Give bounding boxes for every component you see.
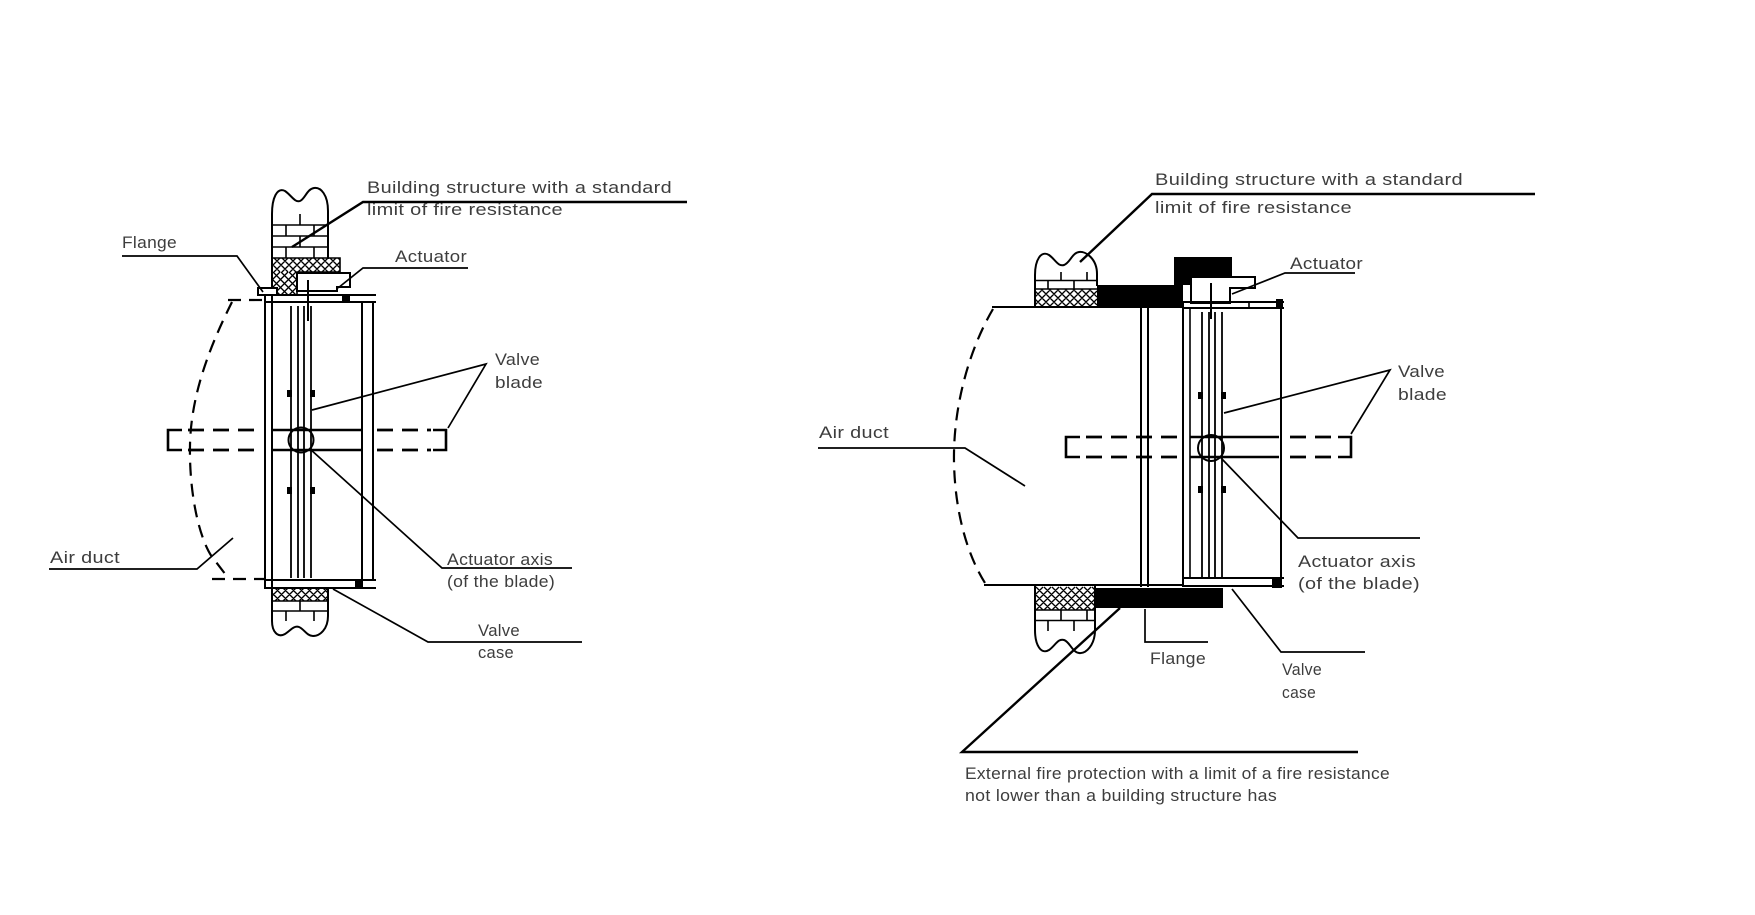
external-protection-bottom-layer bbox=[1095, 588, 1223, 608]
valve-case-label-line2: case bbox=[478, 643, 514, 662]
external-fire-protection-label-line1: External fire protection with a limit of a fire resistance bbox=[965, 764, 1390, 783]
hatch-seal-lower-left bbox=[272, 588, 328, 601]
label-valve-case-right bbox=[1232, 589, 1365, 702]
brick-pattern-lower-right bbox=[1035, 610, 1095, 631]
building-structure-label-line1: Building structure with a standard bbox=[367, 178, 672, 197]
external-fire-protection-label-line2: not lower than a building structure has bbox=[965, 786, 1277, 805]
flange-label: Flange bbox=[122, 233, 177, 252]
air-duct-label: Air duct bbox=[50, 548, 120, 567]
right-wall-upper bbox=[1035, 252, 1097, 307]
leader-air-duct-right bbox=[818, 448, 1025, 486]
right-air-duct-break bbox=[954, 309, 993, 583]
leader-valve-case-right bbox=[1232, 589, 1365, 652]
right-wall-lower bbox=[1035, 587, 1095, 653]
label-flange-right bbox=[1145, 609, 1208, 668]
valve-blade-label-line2: blade bbox=[495, 373, 543, 392]
external-protection-top-layer bbox=[1097, 285, 1183, 307]
label-external-fire-protection bbox=[962, 608, 1390, 805]
actuator-label: Actuator bbox=[395, 247, 468, 266]
actuator-axis-label-line2: (of the blade) bbox=[447, 572, 555, 591]
axis-bracket-right-end bbox=[433, 430, 446, 450]
left-actuator bbox=[297, 273, 350, 291]
actuator-axis-label-line2: (of the blade) bbox=[1298, 574, 1420, 593]
label-air-duct-right bbox=[818, 423, 1025, 486]
label-building-structure-left bbox=[292, 178, 687, 247]
left-labels bbox=[49, 178, 687, 662]
axis-bracket-left-end bbox=[1066, 437, 1080, 457]
building-structure-label-line1: Building structure with a standard bbox=[1155, 170, 1463, 189]
label-valve-case-left bbox=[333, 589, 582, 662]
leader-valve-case-left bbox=[333, 589, 582, 642]
leader-flange-left bbox=[122, 256, 263, 292]
air-duct-label: Air duct bbox=[819, 423, 889, 442]
actuator-axis-label-line1: Actuator axis bbox=[447, 550, 553, 569]
left-blade-axis-circle bbox=[289, 428, 314, 453]
hatch-seal-upper-left-a bbox=[272, 258, 340, 272]
axis-bracket-right-end bbox=[1338, 437, 1351, 457]
building-structure-label-line2: limit of fire resistance bbox=[1155, 198, 1352, 217]
valve-blade-label-line1: Valve bbox=[1398, 362, 1445, 381]
label-valve-blade-right bbox=[1224, 362, 1447, 434]
valve-case-label-line1: Valve bbox=[478, 621, 520, 640]
leader-valve-blade-left bbox=[312, 364, 486, 428]
valve-blade-label-line2: blade bbox=[1398, 385, 1447, 404]
actuator-axis-label-line1: Actuator axis bbox=[1298, 552, 1416, 571]
leader-actuator-axis-right bbox=[1221, 458, 1420, 538]
valve-case-label-line1: Valve bbox=[1282, 660, 1322, 679]
right-actuator bbox=[1191, 277, 1255, 303]
leader-external-fire-protection bbox=[962, 608, 1358, 752]
right-valve bbox=[1183, 277, 1283, 588]
label-actuator-left bbox=[338, 247, 468, 288]
left-center-axis bbox=[168, 430, 446, 450]
label-actuator-axis-left bbox=[310, 449, 572, 591]
leader-valve-blade-right bbox=[1224, 370, 1390, 434]
label-air-duct-left bbox=[49, 538, 233, 569]
label-valve-blade-left bbox=[312, 350, 543, 428]
leader-actuator-left bbox=[338, 268, 468, 288]
right-flange-plate bbox=[1141, 309, 1148, 586]
left-valve-blade bbox=[287, 306, 315, 578]
left-wall-lower bbox=[272, 588, 328, 636]
hatch-seal-lower-right bbox=[1035, 587, 1095, 610]
actuator-label: Actuator bbox=[1290, 254, 1364, 273]
left-diagram bbox=[49, 178, 687, 662]
hatch-seal-upper-right bbox=[1035, 289, 1097, 307]
leader-flange-right bbox=[1145, 609, 1208, 642]
left-air-duct-break bbox=[190, 300, 264, 579]
brick-pattern-upper-left bbox=[272, 214, 328, 258]
valve-blade-label-line1: Valve bbox=[495, 350, 540, 369]
label-flange-left bbox=[122, 233, 263, 292]
brick-pattern-upper-right bbox=[1035, 272, 1097, 289]
brick-pattern-lower-left bbox=[272, 601, 328, 621]
label-actuator-axis-right bbox=[1221, 458, 1420, 593]
right-diagram bbox=[818, 170, 1535, 805]
right-valve-blade bbox=[1198, 312, 1226, 578]
building-structure-label-line2: limit of fire resistance bbox=[367, 200, 563, 219]
axis-bracket-left-end bbox=[168, 430, 182, 450]
flange-label: Flange bbox=[1150, 649, 1206, 668]
valve-case-label-line2: case bbox=[1282, 683, 1316, 702]
label-building-structure-right bbox=[1080, 170, 1535, 262]
